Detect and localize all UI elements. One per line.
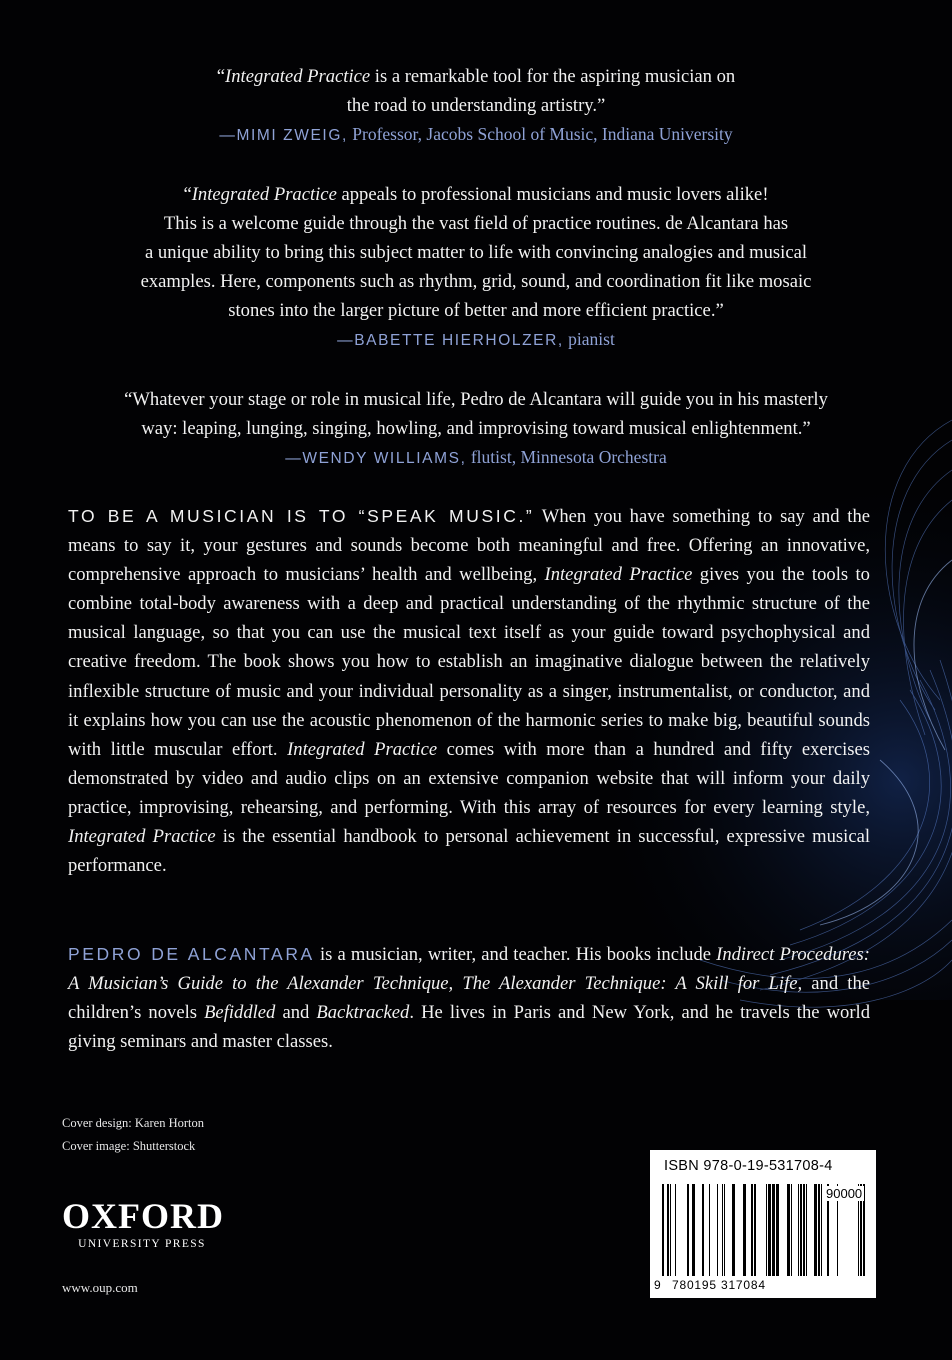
barcode-bar [724,1184,725,1276]
quote-text: This is a welcome guide through the vast field of practice routines. de Alcantara has [163,213,789,234]
book-title: Integrated Practice [225,66,371,87]
quote-attribution [40,120,912,150]
barcode-bar [709,1184,710,1276]
barcode-bar [806,1184,807,1276]
barcode-bar [803,1184,805,1276]
price-code: 90000 [826,1186,863,1201]
barcode-bar [800,1184,802,1276]
publisher-name: OXFORD [62,1196,224,1236]
book-title: Backtracked [316,1002,410,1024]
author-name: PEDRO DE ALCANTARA [68,944,315,964]
quote-attribution [40,443,912,473]
endorser-title: pianist [563,329,615,349]
barcode-bar [667,1184,669,1276]
barcode-bar [743,1184,746,1276]
barcode-digits: 780195 317084 [672,1278,766,1292]
barcode-bar [687,1184,689,1276]
barcode-bar [766,1184,767,1276]
quote-text: a unique ability to bring this subject matter to life with convincing analogies and musical [145,242,807,263]
quote-text: examples. Here, components such as rhythm, grid, sound, and coordination fit like mosaic [140,271,812,292]
endorsement-williams [40,385,912,473]
barcode-bar [776,1184,779,1276]
barcode-bar [722,1184,723,1276]
endorsement-hierholzer [40,180,912,355]
endorser-name: —MIMI ZWEIG, [219,127,348,144]
book-title: Integrated Practice [287,738,438,760]
barcode-bar [787,1184,790,1276]
book-title: Integrated Practice [544,564,693,586]
barcode-bar [675,1184,676,1276]
cover-image-credit: Cover image: Shutterstock [62,1139,196,1153]
quote-text: the road to understanding artistry.” [346,95,606,116]
book-description [68,502,870,880]
barcode-bar [751,1184,753,1276]
cover-design-credit: Cover design: Karen Horton [62,1116,204,1130]
quote-text: way: leaping, lunging, singing, howling, and improvising toward musical enlightenment.” [141,418,811,439]
description-paragraph: TO BE A MUSICIAN IS TO “SPEAK MUSIC.” When you have something to say and the means to say it, your gestures and sounds become both meaningful and free. Offering an innovative, comprehensive approach to musicians’ health and wellbeing, Integrated Practice gives you the tools to combine total-body awareness with a deep and practical understanding of the rhythmic structure of the musical language, so that you can use the musical text itself as your guide toward psychophysical and creative freedom. The book shows you how to establish an imaginative dialogue between the relatively inflexible structure of music and your individual personality as a singer, instrumentalist, or conductor, and it explains how you can use the acoustic phenomenon of the harmonic series to make big, beautiful sounds with little muscular effort. Integrated Practice comes with more than a hundred and fifty exercises demonstrated by video and audio clips on an extensive companion website that will inform your daily practice, improvising, rehearsing, and performing. With this array of resources for every learning style, Integrated Practice is the essential handbook to personal achievement in successful, expressive musical performance. [68,506,870,877]
barcode-bar [662,1184,664,1276]
endorser-name: —BABETTE HIERHOLZER, [337,332,564,349]
isbn-text: ISBN 978-0-19-531708-4 [664,1158,833,1174]
quote-text: stones into the larger picture of better and more efficient practice.” [228,300,724,321]
lead-in-caps: TO BE A MUSICIAN IS TO “SPEAK MUSIC.” [68,506,535,526]
barcode-bar [772,1184,775,1276]
barcode-bar [754,1184,756,1276]
quote-text: “Integrated Practice appeals to professional musicians and music lovers alike! [183,184,769,205]
barcode-bar [821,1184,822,1276]
endorser-title: Professor, Jacobs School of Music, Indiana University [347,124,733,144]
quote-attribution [40,325,912,355]
barcode-lead-digit: 9 [654,1278,661,1292]
barcode-bar [798,1184,799,1276]
endorser-name: —WENDY WILLIAMS, [285,450,467,467]
endorsement-zweig [40,62,912,150]
isbn-barcode [650,1150,876,1298]
book-titles: Indirect Procedures: A Musician’s Guide to the Alexander Technique, The Alexander Technique: A Skill for Life, [68,944,870,995]
author-bio [68,940,870,1056]
book-title: Integrated Practice [68,826,216,848]
barcode-bar [814,1184,817,1276]
barcode-bar [670,1184,671,1276]
publisher-subname: UNIVERSITY PRESS [78,1238,206,1250]
publisher-logo [62,1198,222,1250]
book-title: Befiddled [204,1002,276,1024]
cover-credits [62,1112,204,1158]
bio-paragraph: PEDRO DE ALCANTARA is a musician, writer, and teacher. His books include Indirect Procedures: A Musician’s Guide to the Alexander Technique, The Alexander Technique: A Skill for Life, and the children’s novels Befiddled and Backtracked. He lives in Paris and New York, and he travels the world giving seminars and master classes. [68,944,870,1053]
barcode-bar [818,1184,820,1276]
barcode-bar [702,1184,704,1276]
barcode-bar [768,1184,771,1276]
publisher-url: www.oup.com [62,1280,138,1295]
barcode-bar [717,1184,718,1276]
book-title: Integrated Practice [191,184,337,205]
quote-text: “Integrated Practice is a remarkable tool for the aspiring musician on [216,66,736,87]
barcode-bar [732,1184,735,1276]
endorser-title: flutist, Minnesota Orchestra [466,447,667,467]
barcode-bar [692,1184,695,1276]
barcode-bar [791,1184,792,1276]
quote-text: “Whatever your stage or role in musical life, Pedro de Alcantara will guide you in his masterly [124,389,828,410]
